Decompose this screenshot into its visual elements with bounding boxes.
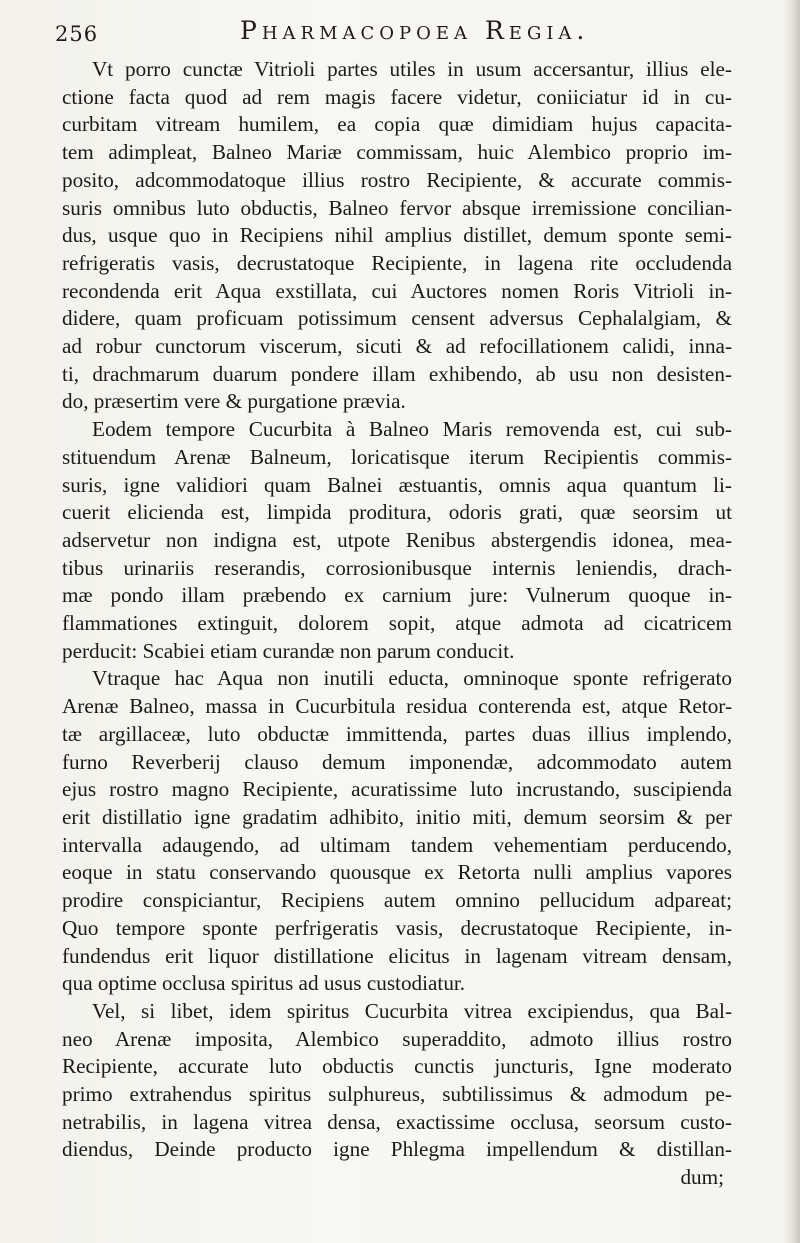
text-line: Vel, si libet, idem spiritus Cucurbita vitrea excipiendus, qua Bal- [92, 998, 732, 1023]
text-line: didere, quam proficuam potissimum censent adversus Cephalalgiam, & [62, 306, 732, 331]
page-edge-shadow [782, 0, 800, 1243]
text-line: curbitam vitream humilem, ea copia quæ dimidiam hujus capacita- [62, 112, 732, 137]
text-line: Quo tempore sponte perfrigeratis vasis, decrustatoque Recipiente, in- [62, 915, 732, 940]
text-line: prodire conspiciantur, Recipiens autem omnino pellucidum adpareat; [62, 888, 732, 913]
text-line: do, præsertim vere & purgatione prævia. [62, 389, 406, 414]
text-line: recondenda erit Aqua exstillata, cui Auctores nomen Roris Vitrioli in- [62, 278, 732, 303]
text-line: ad robur cunctorum viscerum, sicuti & ad refocillationem calidi, inna- [62, 334, 732, 359]
text-line: eoque in statu conservando quousque ex Retorta nulli amplius vapores [62, 860, 732, 885]
text-line: intervalla adaugendo, ad ultimam tandem vehementiam perducendo, [62, 832, 732, 857]
text-line: Vtraque hac Aqua non inutili educta, omninoque sponte refrigerato [92, 666, 732, 691]
text-line: qua optime occlusa spiritus ad usus custodiatur. [62, 971, 466, 996]
text-line: Vt porro cunctæ Vitrioli partes utiles in usum accersantur, illius ele- [92, 57, 732, 81]
text-line: Arenæ Balneo, massa in Cucurbitula residua conterenda est, atque Retor- [62, 694, 732, 719]
text-line: ctione facta quod ad rem magis facere videtur, coniiciatur id in cu- [62, 84, 732, 109]
text-line: mæ pondo illam præbendo ex carnium jure: Vulnerum quoque in- [62, 583, 732, 608]
text-line: suris omnibus luto obductis, Balneo fervor absque irremissione concilian- [62, 195, 732, 220]
text-body [62, 56, 732, 1192]
text-line: diendus, Deinde producto igne Phlegma impellendum & distillan- [62, 1137, 732, 1162]
text-line: tem adimpleat, Balneo Mariæ commissam, huic Alembico proprio im- [62, 140, 732, 165]
text-line: fundendus erit liquor distillatione elicitus in lagenam vitream densam, [62, 943, 732, 968]
catchword: dum; [680, 1165, 724, 1190]
text-line: tibus urinariis reserandis, corrosionibusque internis leniendis, drach- [62, 555, 732, 580]
text-line: primo extrahendus spiritus sulphureus, subtilissimus & admodum pe- [62, 1082, 732, 1107]
text-line: tæ argillaceæ, luto obductæ immittenda, partes duas illius implendo, [62, 721, 732, 746]
text-line: flammationes extinguit, dolorem sopit, atque admota ad cicatricem [62, 611, 732, 636]
running-title: Pharmacopoea Regia. [240, 16, 590, 45]
text-line: suris, igne validiori quam Balnei æstuantis, omnis aqua quantum li- [62, 472, 732, 497]
text-line: erit distillatio igne gradatim adhibito, initio miti, demum seorsim & per [62, 804, 732, 829]
text-line: cuerit elicienda est, limpida proditura, odoris grati, quæ seorsim ut [62, 500, 732, 525]
page-header [55, 16, 745, 50]
text-line: furno Reverberij clauso demum imponendæ, adcommodato autem [62, 749, 732, 774]
text-line: ejus rostro magno Recipiente, acuratissime luto incrustando, suscipienda [62, 777, 732, 802]
text-line: perducit: Scabiei etiam curandæ non parum conducit. [62, 638, 515, 663]
text-line: Recipiente, accurate luto obductis cunctis juncturis, Igne moderato [62, 1054, 732, 1079]
text-line: adservetur non indigna est, utpote Renibus abstergendis idonea, mea- [62, 527, 732, 552]
text-line: ti, drachmarum duarum pondere illam exhibendo, ab usu non desisten- [62, 361, 732, 386]
text-line: Eodem tempore Cucurbita à Balneo Maris removenda est, cui sub- [92, 417, 732, 442]
text-line: refrigeratis vasis, decrustatoque Recipiente, in lagena rite occludenda [62, 250, 732, 275]
text-line: netrabilis, in lagena vitrea densa, exactissime occlusa, seorsum custo- [62, 1109, 732, 1134]
text-line: stituendum Arenæ Balneum, loricatisque iterum Recipientis commis- [62, 444, 732, 469]
page-number: 256 [55, 22, 99, 46]
text-line: posito, adcommodatoque illius rostro Recipiente, & accurate commis- [62, 167, 732, 192]
text-line: neo Arenæ imposita, Alembico superaddito, admoto illius rostro [62, 1026, 732, 1051]
text-line: dus, usque quo in Recipiens nihil amplius distillet, demum sponte semi- [62, 223, 732, 248]
